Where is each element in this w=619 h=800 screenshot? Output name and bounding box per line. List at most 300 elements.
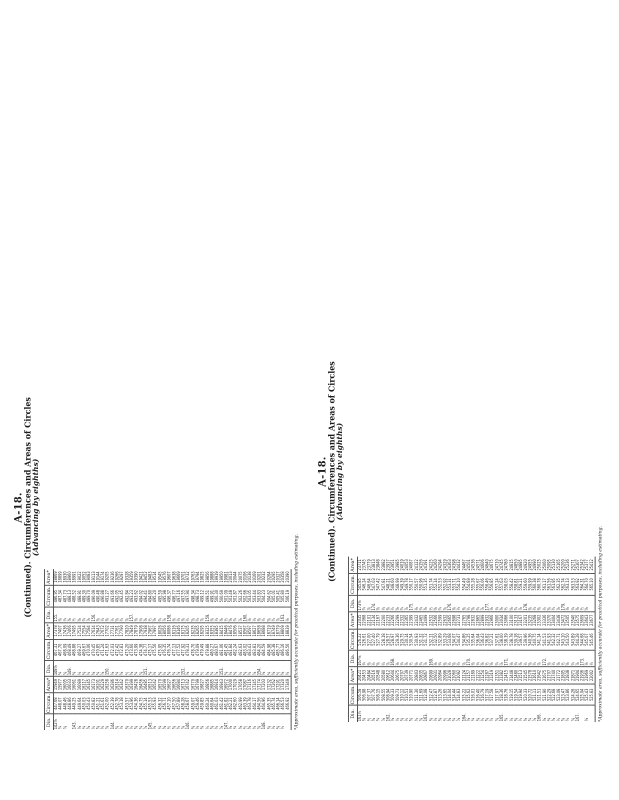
area-cell: 24053	[405, 556, 410, 573]
diameter-cell: ½	[367, 717, 372, 722]
diameter-cell: ¾	[139, 725, 144, 730]
circumference-cell: 480.67	[215, 639, 220, 660]
circumference-cell: 450.43	[87, 693, 92, 714]
diameter-cell: 178.	[524, 595, 529, 612]
area-cell: 20453	[363, 667, 368, 684]
area-cell: 23643	[585, 612, 590, 629]
circumference-cell: 484.98	[267, 639, 272, 660]
circumference-cell: 513.26	[438, 684, 443, 705]
area-cell: 18567	[243, 623, 248, 640]
area-cell: 18325	[205, 623, 210, 640]
diameter-cell: ½	[518, 717, 524, 722]
diameter-cell: ⅞	[495, 717, 500, 722]
circumference-cell: 556.46	[486, 574, 491, 595]
diameter-cell: ⅝	[116, 607, 121, 623]
circumference-cell: 494.80	[149, 585, 154, 606]
column-header: Dia.	[349, 650, 358, 667]
area-cell: 20484	[367, 667, 372, 684]
diameter-cell: ⅞	[519, 595, 524, 612]
area-cell: 17087	[243, 676, 248, 693]
circumference-cell: 484.20	[258, 639, 263, 660]
area-cell: 18476	[229, 623, 234, 640]
area-cell: 19328	[125, 569, 130, 586]
area-cell: 17349	[286, 676, 291, 693]
area-cell: 22266	[391, 612, 396, 629]
area-cell: 21480	[514, 667, 519, 684]
circumference-cell: 509.73	[396, 684, 401, 705]
circumference-cell: 504.62	[267, 585, 272, 606]
circumference-cell: 475.95	[158, 639, 163, 660]
area-cell: 16456	[139, 676, 144, 693]
circumference-cell: 559.21	[519, 574, 524, 595]
circumference-cell: 526.22	[358, 629, 363, 650]
circumference-cell: 496.37	[168, 585, 173, 606]
area-cell: 16570	[158, 676, 163, 693]
area-cell: 25377	[585, 556, 590, 573]
diameter-cell: ¾	[58, 725, 64, 730]
circumference-cell: 542.71	[557, 629, 562, 650]
circumference-cell: 459.07	[191, 693, 196, 714]
table-header-row	[45, 569, 54, 730]
area-cell: 15977	[59, 676, 64, 693]
diameter-cell: ⅝	[528, 650, 533, 667]
diameter-cell: ⅛	[191, 725, 196, 730]
circumference-cell: 520.72	[528, 684, 533, 705]
circumference-cell: 495.98	[163, 585, 168, 606]
diameter-cell: ⅛	[542, 717, 548, 722]
circumference-cell: 523.86	[566, 684, 571, 705]
diameter-cell: ¼	[177, 607, 182, 623]
diameter-cell: ¼	[139, 607, 144, 623]
circumference-cell: 527.40	[372, 629, 377, 650]
diameter-cell: ½	[581, 595, 586, 612]
area-cell: 16485	[144, 676, 149, 693]
right-table-subtitle: (Advancing by eighths)	[335, 422, 345, 521]
diameter-cell: ⅛	[134, 607, 139, 623]
area-cell: 17702	[106, 623, 111, 640]
area-cell: 23711	[358, 556, 363, 573]
area-cell: 21969	[585, 667, 590, 684]
circumference-cell: 549.78	[405, 574, 410, 595]
diameter-cell: ⅝	[130, 661, 135, 677]
diameter-cell: ¾	[214, 725, 220, 730]
left-table-title: (Continued). Circumferences and Areas of Circles	[23, 397, 33, 618]
circumference-cell: 449.25	[73, 693, 78, 714]
diameter-cell: ¼	[120, 725, 125, 730]
circumference-cell: 457.10	[168, 693, 173, 714]
diameter-cell: 167⅛	[358, 650, 363, 667]
diameter-cell: ¼	[401, 650, 406, 667]
area-cell: 22432	[415, 612, 420, 629]
diameter-cell: 157.	[130, 607, 135, 623]
circumference-cell: 505.41	[277, 585, 282, 606]
column-header: Area*	[350, 668, 356, 683]
diameter-cell: ⅝	[453, 650, 458, 667]
circumference-cell: 552.14	[434, 574, 439, 595]
area-cell: 23917	[386, 556, 391, 573]
left-table-panel	[14, 285, 299, 730]
diameter-cell: ⅛	[73, 661, 78, 677]
area-cell: 20644	[391, 667, 396, 684]
circumference-cell: 535.64	[472, 629, 477, 650]
diameter-cell: ⅝	[153, 607, 158, 623]
diameter-cell: 148.	[262, 721, 267, 730]
circumference-cell: 531.72	[424, 629, 429, 650]
diameter-cell: ¼	[271, 725, 277, 730]
circumference-cell: 546.64	[367, 574, 372, 595]
circumference-cell: 478.31	[187, 639, 192, 660]
column-header: Dia.	[349, 705, 358, 722]
circumference-cell: 521.90	[543, 684, 548, 705]
diameter-cell: ¼	[215, 607, 220, 623]
area-cell: 17643	[97, 623, 102, 640]
circumference-cell: 532.50	[434, 629, 439, 650]
diameter-cell: ⅝	[410, 717, 415, 722]
area-cell: 23779	[367, 556, 372, 573]
diameter-cell: ⅞	[106, 725, 111, 730]
diameter-cell: ⅜	[276, 725, 282, 730]
circumference-cell: 462.60	[234, 693, 239, 714]
circumference-cell: 487.34	[59, 585, 64, 606]
circumference-cell: 472.81	[120, 639, 125, 660]
diameter-cell: ⅞	[500, 650, 505, 667]
area-cell: 19113	[92, 569, 97, 586]
area-cell: 20867	[424, 667, 429, 684]
circumference-cell: 472.03	[111, 639, 116, 660]
area-cell: 25412	[590, 556, 595, 573]
column-header: Area*	[46, 624, 52, 638]
diameter-cell: ⅛	[504, 717, 510, 722]
area-cell: 19981	[224, 569, 229, 586]
circumference-cell: 506.98	[363, 684, 368, 705]
diameter-cell: ⅛	[111, 661, 116, 677]
diameter-cell: ⅜	[552, 717, 557, 722]
diameter-cell: 176.	[448, 595, 453, 612]
area-cell: 19732	[187, 569, 192, 586]
diameter-cell: ½	[243, 725, 248, 730]
area-cell: 16713	[182, 676, 187, 693]
circumference-cell: 524.26	[571, 684, 576, 705]
diameter-cell: ⅝	[377, 650, 382, 667]
diameter-cell: 143.	[72, 721, 78, 730]
circumference-cell: 551.74	[429, 574, 434, 595]
area-cell: 19825	[201, 569, 206, 586]
circumference-cell: 563.53	[571, 574, 576, 595]
diameter-cell: ¾	[158, 607, 163, 623]
circumference-cell: 554.49	[462, 574, 467, 595]
diameter-cell: ⅜	[238, 725, 244, 730]
column-header: Dia.	[349, 595, 358, 612]
area-cell: 22465	[420, 612, 425, 629]
diameter-cell: 142⅝	[53, 719, 59, 730]
circumference-cell: 511.30	[415, 684, 420, 705]
circumference-cell: 457.89	[177, 693, 182, 714]
area-cell: 17879	[134, 623, 139, 640]
diameter-cell: ½	[524, 650, 529, 667]
circumference-cell: 528.57	[386, 629, 391, 650]
diameter-cell: ¼	[101, 607, 106, 623]
circumference-cell: 533.68	[448, 629, 453, 650]
circumference-cell: 516.79	[481, 684, 486, 705]
diameter-cell: ⅛	[566, 595, 571, 612]
circumference-cell: 561.95	[552, 574, 557, 595]
circumference-cell: 505.80	[281, 585, 286, 606]
table-row	[168, 569, 173, 730]
circumference-cell: 490.88	[101, 585, 106, 606]
circumference-cell: 537.21	[491, 629, 496, 650]
column-header: Area*	[46, 570, 52, 584]
diameter-cell: ¼	[382, 595, 387, 612]
area-cell: 25025	[538, 556, 543, 573]
area-cell: 22002	[590, 667, 595, 684]
diameter-cell: 174.	[372, 595, 377, 612]
circumference-cell: 530.93	[415, 629, 420, 650]
circumference-cell: 487.73	[63, 585, 68, 606]
area-cell: 24087	[410, 556, 415, 573]
diameter-cell: ¼	[433, 717, 439, 722]
area-cell: 25342	[581, 556, 586, 573]
diameter-cell: ¾	[528, 717, 533, 722]
diameter-cell: ⅞	[367, 595, 372, 612]
table-row	[134, 569, 139, 730]
diameter-cell: ⅝	[434, 595, 439, 612]
circumference-cell: 523.08	[557, 684, 562, 705]
diameter-cell: ¾	[272, 607, 277, 623]
diameter-cell: ½	[125, 661, 130, 677]
diameter-cell: ⅛	[224, 661, 229, 677]
area-cell: 17436	[63, 623, 68, 640]
circumference-cell: 512.08	[424, 684, 429, 705]
area-cell: 25060	[543, 556, 548, 573]
area-cell: 18056	[163, 623, 168, 640]
area-cell: 21610	[533, 667, 538, 684]
circumference-cell: 536.04	[476, 629, 481, 650]
circumference-cell: 552.92	[443, 574, 448, 595]
diameter-cell: ⅜	[538, 595, 543, 612]
circumference-cell: 508.15	[377, 684, 382, 705]
diameter-cell: ½	[405, 717, 410, 722]
circumference-cell: 517.19	[486, 684, 491, 705]
circumference-cell: 506.58	[358, 684, 363, 705]
diameter-cell: ⅛	[286, 607, 291, 623]
circumference-cell: 530.14	[405, 629, 410, 650]
area-cell: 23235	[528, 612, 533, 629]
area-cell: 21060	[453, 667, 458, 684]
diameter-cell: ½	[443, 717, 448, 722]
diameter-cell: 151.	[144, 661, 149, 677]
area-cell: 21351	[495, 667, 500, 684]
area-cell: 20580	[382, 667, 387, 684]
area-cell: 19144	[97, 569, 102, 586]
area-cell: 20675	[396, 667, 401, 684]
area-cell: 20899	[429, 667, 434, 684]
area-cell: 24398	[453, 556, 458, 573]
circumference-cell: 464.96	[262, 693, 267, 714]
circumference-cell: 501.87	[234, 585, 239, 606]
circumference-cell: 542.32	[552, 629, 557, 650]
area-cell: 21936	[581, 667, 586, 684]
circumference-cell: 545.07	[585, 629, 590, 650]
diameter-cell: ⅛	[77, 725, 83, 730]
area-cell: 24363	[448, 556, 453, 573]
circumference-cell: 519.54	[514, 684, 519, 705]
circumference-cell: 560.38	[533, 574, 538, 595]
diameter-cell: ⅞	[277, 607, 282, 623]
diameter-cell: ¼	[63, 607, 68, 623]
table-row	[391, 556, 396, 722]
area-cell: 19950	[220, 569, 225, 586]
circumference-cell: 522.68	[552, 684, 557, 705]
area-cell: 17232	[267, 676, 272, 693]
diameter-cell: ¾	[196, 607, 201, 623]
area-cell: 20996	[443, 667, 448, 684]
area-cell: 15949	[54, 676, 59, 693]
area-cell: 18658	[258, 623, 263, 640]
circumference-cell: 459.46	[196, 693, 201, 714]
diameter-cell: ½	[91, 725, 97, 730]
area-cell: 22966	[491, 612, 496, 629]
diameter-cell: ¼	[552, 650, 557, 667]
area-cell: 21838	[566, 667, 571, 684]
circumference-cell: 455.14	[144, 693, 149, 714]
circumference-cell: 486.95	[54, 585, 59, 606]
area-cell: 17262	[272, 676, 277, 693]
diameter-cell: ⅜	[405, 650, 410, 667]
circumference-cell: 448.86	[68, 693, 73, 714]
diameter-cell: ⅛	[97, 607, 102, 623]
area-cell: 17203	[262, 676, 267, 693]
diameter-cell: ⅝	[585, 595, 590, 612]
diameter-cell: 177.	[486, 595, 491, 612]
area-cell: 22200	[382, 612, 387, 629]
area-cell: 20803	[415, 667, 420, 684]
diameter-cell: ½	[262, 607, 267, 623]
circumference-cell: 458.67	[187, 693, 192, 714]
circumference-cell: 460.24	[205, 693, 210, 714]
circumference-cell: 498.34	[191, 585, 196, 606]
diameter-cell: ⅜	[220, 607, 225, 623]
circumference-cell: 530.54	[410, 629, 415, 650]
diameter-cell: ⅜	[158, 661, 163, 677]
circumference-cell: 519.15	[509, 684, 514, 705]
circumference-cell: 457.50	[172, 693, 177, 714]
column-header: Circum.	[350, 574, 356, 594]
diameter-cell: ¾	[97, 661, 102, 677]
circumference-cell: 468.09	[63, 639, 68, 660]
circumference-cell: 448.07	[59, 693, 64, 714]
area-cell: 16061	[73, 676, 78, 693]
circumference-cell: 469.67	[82, 639, 87, 660]
circumference-cell: 514.83	[457, 684, 462, 705]
circumference-cell: 460.64	[210, 693, 215, 714]
area-cell: 24260	[434, 556, 439, 573]
diameter-cell: ⅜	[258, 607, 263, 623]
circumference-cell: 536.43	[481, 629, 486, 650]
area-cell: 18116	[172, 623, 177, 640]
diameter-cell: 158.	[168, 607, 173, 623]
circumference-cell: 535.25	[467, 629, 472, 650]
diameter-cell: ⅞	[462, 650, 467, 667]
circumference-cell: 458.28	[182, 693, 187, 714]
circumference-cell: 483.41	[248, 639, 253, 660]
area-cell: 19452	[144, 569, 149, 586]
circumference-cell: 471.24	[101, 639, 106, 660]
circumference-cell: 532.89	[438, 629, 443, 650]
diameter-cell: ¾	[172, 661, 177, 677]
circumference-cell: 524.65	[576, 684, 581, 705]
area-cell: 19174	[101, 569, 106, 586]
area-cell: 23540	[571, 612, 576, 629]
diameter-cell: ¼	[571, 595, 576, 612]
diameter-cell: ⅜	[438, 717, 443, 722]
circumference-cell: 503.05	[248, 585, 253, 606]
diameter-cell: ¼	[533, 595, 538, 612]
area-cell: 24467	[462, 556, 467, 573]
circumference-cell: 561.17	[543, 574, 548, 595]
area-cell: 23609	[581, 612, 586, 629]
diameter-cell: ¼	[457, 595, 462, 612]
area-cell: 25130	[552, 556, 557, 573]
diameter-cell: ⅞	[87, 607, 92, 623]
circumference-cell: 545.85	[358, 574, 363, 595]
diameter-cell: 147.	[224, 721, 229, 730]
diameter-cell: ⅞	[457, 717, 462, 722]
diameter-cell: 175.	[410, 595, 415, 612]
area-cell: 19607	[168, 569, 173, 586]
circumference-cell: 502.66	[243, 585, 248, 606]
diameter-cell: ⅞	[177, 661, 182, 677]
circumference-cell: 486.56	[286, 639, 291, 660]
area-cell: 19919	[215, 569, 220, 586]
area-cell: 20295	[272, 569, 277, 586]
diameter-cell: ⅜	[367, 650, 372, 667]
circumference-cell: 505.01	[272, 585, 277, 606]
area-cell: 16201	[97, 676, 102, 693]
diameter-cell: ⅜	[182, 607, 187, 623]
diameter-cell: ¾	[210, 661, 215, 677]
circumference-cell: 550.57	[415, 574, 420, 595]
area-cell: 20201	[258, 569, 263, 586]
circumference-cell: 472.42	[116, 639, 121, 660]
diameter-cell: ⅞	[253, 661, 258, 677]
area-cell: 16399	[130, 676, 135, 693]
circumference-cell: 540.75	[533, 629, 538, 650]
diameter-cell: ⅜	[234, 661, 239, 677]
area-cell: 17145	[253, 676, 258, 693]
area-cell: 22101	[367, 612, 372, 629]
area-cell: 21545	[524, 667, 529, 684]
circumference-cell: 470.06	[87, 639, 92, 660]
diameter-cell: 156.	[92, 607, 97, 623]
diameter-cell: ⅜	[500, 595, 505, 612]
circumference-cell: 494.02	[139, 585, 144, 606]
diameter-cell: ⅞	[571, 717, 576, 722]
area-cell: 18719	[267, 623, 272, 640]
circumference-cell: 523.47	[562, 684, 567, 705]
circumference-cell: 536.82	[486, 629, 491, 650]
area-cell: 18265	[196, 623, 201, 640]
diameter-cell: ⅜	[424, 595, 429, 612]
right-table-title: (Continued). Circumferences and Areas of Circles	[327, 361, 337, 582]
area-cell: 18446	[224, 623, 229, 640]
circumference-cell: 543.89	[571, 629, 576, 650]
circumference-cell: 529.36	[396, 629, 401, 650]
area-cell: 20106	[243, 569, 248, 586]
diameter-cell: ⅝	[415, 650, 420, 667]
diameter-cell: 179.	[562, 595, 567, 612]
circumference-cell: 450.03	[82, 693, 87, 714]
area-cell: 19888	[210, 569, 215, 586]
